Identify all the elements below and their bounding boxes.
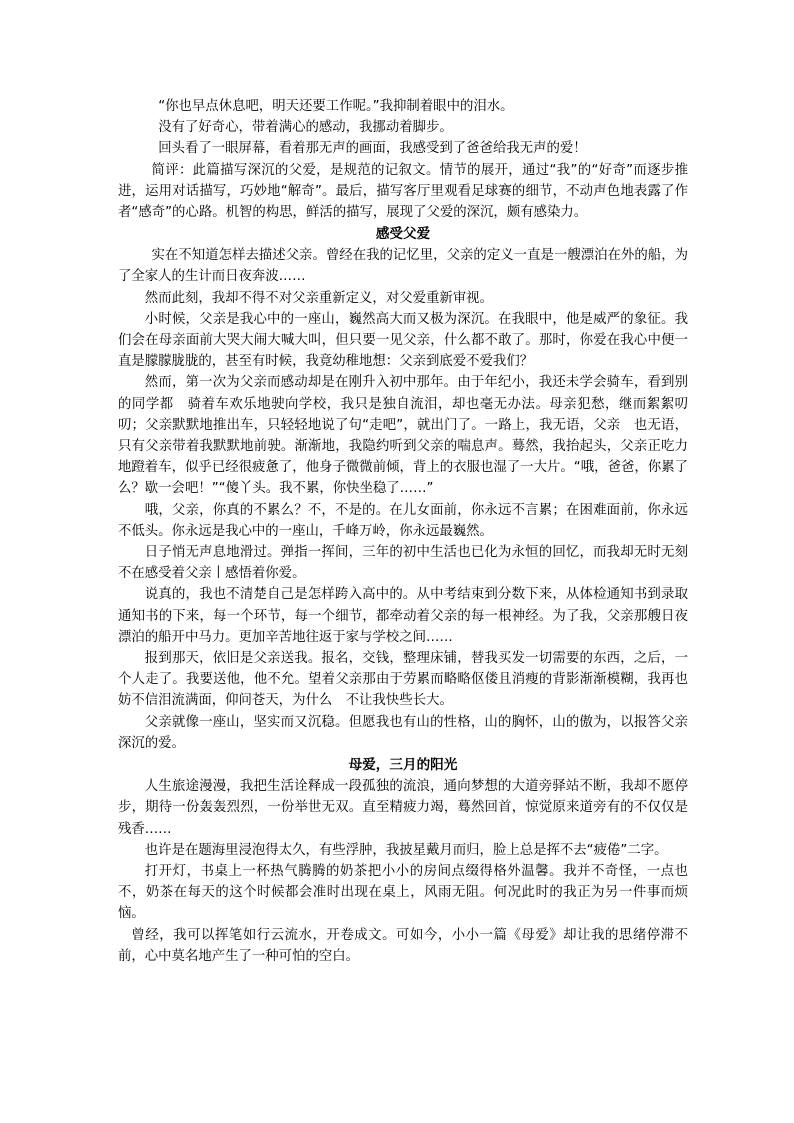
document-page	[118, 96, 688, 967]
paragraph: 日子悄无声息地滑过。弹指一挥间，三年的初中生活也已化为永恒的回忆，而我却无时无刻不在感受着父亲丨感悟着你爱。	[118, 545, 688, 582]
section-title: 母爱，三月的阳光	[348, 757, 458, 774]
paragraph: 说真的，我也不清楚自己是怎样跨入高中的。从中考结束到分数下来，从体检通知书到录取通知书的下来，每一个环节，每一个细节，都牵动着父亲的每一根神经。为了我，父亲那艘日夜漂泊的船开中马力。更加辛苦地往返于家与学校之间……	[118, 587, 688, 645]
paragraph: 打开灯，书桌上一杯热气腾腾的奶茶把小小的房间点缀得格外温馨。我并不奇怪，一点也不，奶茶在每天的这个时候都会准时出现在桌上，风雨无阻。何况此时的我正为另一件事而烦恼。	[118, 863, 688, 922]
paragraph: 实在不知道怎样去描述父亲。曾经在我的记忆里，父亲的定义一直是一艘漂泊在外的船，为了全家人的生计而日夜奔波……	[118, 248, 688, 285]
paragraph: 父亲就像一座山，坚实而又沉稳。但愿我也有山的性格，山的胸怀，山的傲为，以报答父亲深沉的爱。	[118, 714, 688, 751]
paragraph: 然而，第一次为父亲而感动却是在刚升入初中那年。由于年纪小，我还未学会骑车，看到别的同学都 骑着车欢乐地驶向学校，我只是独自流泪，却也毫无办法。母亲犯愁，继而絮絮叨叨；父亲默默地推出车，只轻轻地说了句“走吧”，就出门了。一路上，我无语，父亲 也无语，只有父亲带着我默默地前驶。渐渐地，我隐约听到父亲的喘息声。蓦然，我抬起头，父亲正吃力地蹬着车，似乎已经很疲惫了，他身子微微前倾，背上的衣服也湿了一大片。“哦，爸爸，你累了么？歇一会吧！”“傻丫头。我不累，你快坐稳了……”	[118, 375, 688, 497]
paragraph: 小时候，父亲是我心中的一座山，巍然高大而又极为深沉。在我眼中，他是威严的象征。我们会在母亲面前大哭大闹大喊大叫，但只要一见父亲，什么都不敢了。那时，你爱在我心中便一直是朦朦胧胧的，甚至有时候，我竟幼稚地想：父亲到底爱不爱我们？	[118, 311, 688, 370]
paragraph: 人生旅途漫漫，我把生活诠释成一段孤独的流浪，通向梦想的大道旁驿站不断，我却不愿停步，期待一份轰轰烈烈，一份举世无双。直至精疲力竭，蓦然回首，惊觉原来道旁有的不仅仅是残香……	[118, 779, 688, 837]
paragraph: “你也早点休息吧，明天还要工作呢。”我抑制着眼中的泪水。	[158, 99, 514, 114]
section-title: 感受父爱	[375, 226, 431, 243]
paragraph: 曾经，我可以挥笔如行云流水，开卷成文。可如今，小小一篇《母爱》却让我的思绪停滞不前，心中莫名地产生了一种可怕的空白。	[118, 927, 688, 964]
paragraph: 哦，父亲，你真的不累么？不，不是的。在儿女面前，你永远不言累；在困难面前，你永远不低头。你永远是我心中的一座山，千峰万岭，你永远最巍然。	[118, 502, 688, 539]
review-paragraph: 简评：此篇描写深沉的父爱，是规范的记叙文。情节的展开，通过“我”的“好奇”而逐步推进，运用对话描写，巧妙地“解奇”。最后，描写客厅里观看足球赛的细节，不动声色地表露了作者“感奇”的心路。机智的构思，鲜活的描写，展现了父爱的深沉，颇有感染力。	[118, 162, 688, 221]
paragraph: 然而此刻，我却不得不对父亲重新定义，对父爱重新审视。	[144, 290, 493, 306]
paragraph: 没有了好奇心，带着满心的感动，我挪动着脚步。	[158, 120, 453, 136]
paragraph: 也许是在题海里浸泡得太久，有些浮肿，我披星戴月而归，脸上总是挥不去“疲倦”二字。	[144, 842, 668, 858]
paragraph: 报到那天，依旧是父亲送我。报名，交钱，整理床铺，替我买发一切需要的东西，之后，一个人走了。我要送他，他不允。望着父亲那由于劳累而略略伛偻且消瘦的背影渐渐模糊，我再也妨不信泪流满面，仰问苍天，为什么 不让我快些长大。	[118, 651, 688, 709]
paragraph: 回头看了一眼屏幕，看着那无声的画面，我感受到了爸爸给我无声的爱！	[158, 141, 587, 157]
